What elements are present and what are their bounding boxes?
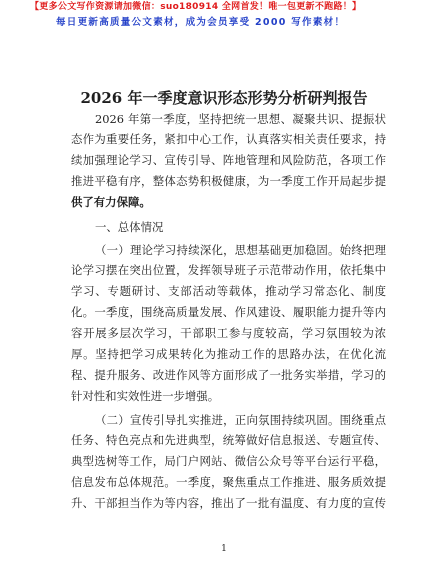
item-2-line: 任务、特色亮点和先进典型，统筹做好信息报送、专题宣传、 [71, 433, 386, 448]
section-heading: 一、总体情况 [95, 219, 164, 234]
report-title: 2026 年一季度意识形态形势分析研判报告 [80, 89, 368, 107]
item-2-line: 升、干部担当作为等内容，推出了一批有温度、有力度的宣传 [71, 496, 386, 511]
item-1-line: 容开展多层次学习，干部职工参与度较高，学习氛围较为浓 [71, 326, 386, 341]
item-2-line: 信息发布总体规范。一季度，聚焦重点工作推进、服务质效提 [71, 475, 386, 490]
intro-line: 2026 年第一季度，坚持把统一思想、凝聚共识、提振状 [95, 111, 386, 126]
item-2-line: （二）宣传引导扎实推进，正向氛围持续巩固。围绕重点 [95, 412, 386, 427]
item-2-paragraph [71, 410, 386, 515]
item-1-line: 针对性和实效性进一步增强。 [71, 388, 220, 403]
item-1-line: 论学习摆在突出位置，发挥领导班子示范带动作用，依托集中 [71, 263, 386, 278]
intro-line: 态作为重要任务，紧扣中心工作，认真落实相关责任要求，持 [71, 132, 386, 147]
intro-line: 推进平稳有序，整体态势积极健康，为一季度工作开局起步提 [71, 174, 386, 189]
intro-line: 续加强理论学习、宣传引导、阵地管理和风险防范，各项工作 [71, 153, 386, 168]
member-notice: 每日更新高质量公文素材，成为会员享受 2000 写作素材！ [56, 17, 346, 28]
item-1-line: 化。一季度，围绕高质量发展、作风建设、履职能力提升等内 [71, 305, 386, 320]
page-number: 1 [221, 544, 227, 554]
promo-notice: 【更多公文写作资源请加微信：suo180914 全网首发！唯一包更新不跑路！】 [30, 2, 362, 12]
item-1-paragraph [71, 240, 386, 407]
item-2-line: 典型选树等工作，局门户网站、微信公众号等平台运行平稳， [71, 454, 386, 469]
intro-paragraph [71, 109, 386, 214]
intro-line: 供了有力保障。 [71, 195, 151, 210]
item-1-line: 程、提升服务、改进作风等方面形成了一批务实举措，学习的 [71, 367, 386, 382]
item-1-line: 学习、专题研讨、支部活动等载体，推动学习常态化、制度 [71, 284, 386, 299]
item-1-line: 厚。坚持把学习成果转化为推动工作的思路办法，在优化流 [71, 347, 386, 362]
item-1-line: （一）理论学习持续深化，思想基础更加稳固。始终把理 [95, 242, 386, 257]
